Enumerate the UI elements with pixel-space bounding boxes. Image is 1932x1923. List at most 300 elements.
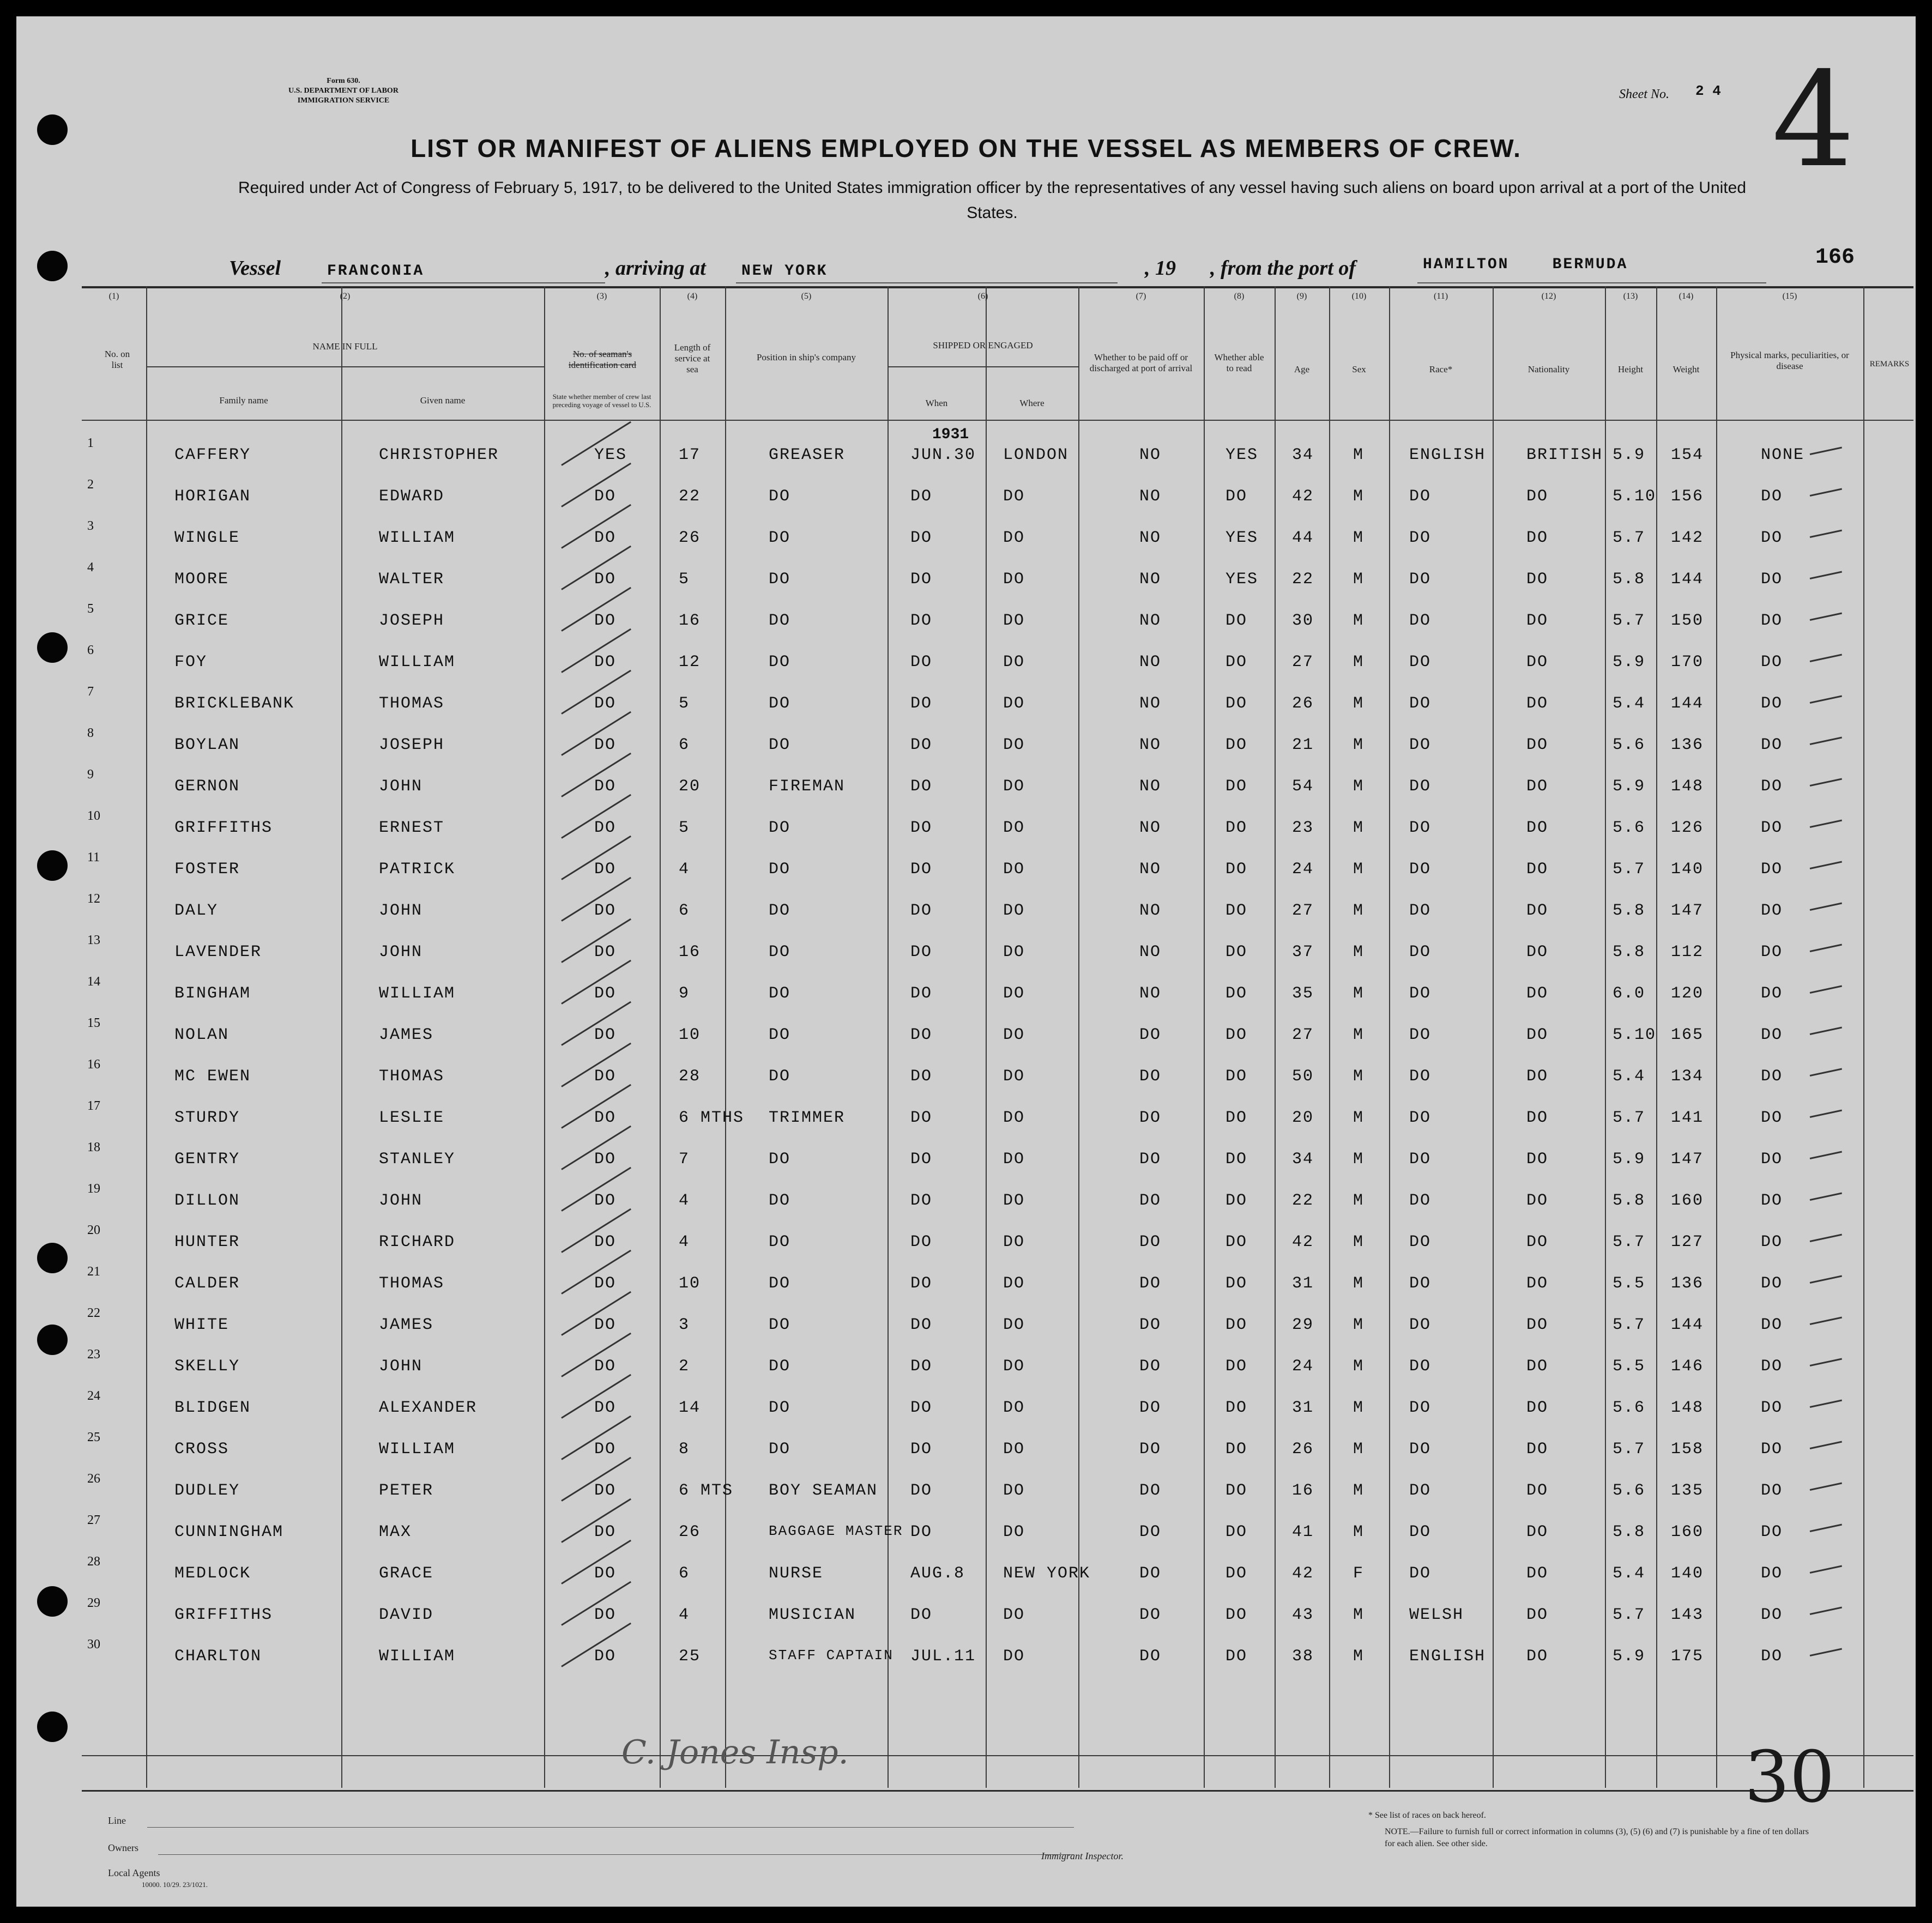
previous-voyage: DO (594, 1109, 617, 1127)
shipped-where: LONDON (1003, 446, 1069, 464)
dash-mark (1810, 696, 1842, 704)
weight: 175 (1671, 1647, 1704, 1666)
age: 30 (1292, 612, 1314, 630)
family-name: BOYLAN (174, 736, 240, 754)
table-row (16, 1637, 1916, 1678)
row-number: 19 (87, 1182, 100, 1196)
paid-off: NO (1139, 570, 1162, 589)
previous-voyage: DO (594, 1357, 617, 1376)
weight: 146 (1671, 1357, 1704, 1376)
weight: 148 (1671, 777, 1704, 796)
weight: 144 (1671, 694, 1704, 713)
nationality: DO (1526, 860, 1549, 879)
shipped-where: DO (1003, 1481, 1025, 1500)
paid-off: NO (1139, 860, 1162, 879)
table-row (16, 1596, 1916, 1636)
service-length: 5 (679, 694, 690, 713)
col11-num: (11) (1433, 292, 1448, 301)
sex: M (1353, 1067, 1365, 1086)
race: DO (1409, 653, 1432, 672)
shipped-when: DO (910, 570, 933, 589)
col14-label: Weight (1673, 364, 1700, 374)
paid-off: DO (1139, 1274, 1162, 1293)
shipped-when: DO (910, 819, 933, 837)
paid-off: NO (1139, 446, 1162, 464)
paid-off: DO (1139, 1316, 1162, 1334)
previous-voyage: DO (594, 777, 617, 796)
physical-marks: DO (1761, 943, 1783, 961)
given-name: JOSEPH (379, 736, 445, 754)
weight: 144 (1671, 1316, 1704, 1334)
race: DO (1409, 943, 1432, 961)
able-to-read: DO (1225, 1026, 1248, 1044)
height: 5.8 (1613, 1192, 1646, 1210)
shipped-when: DO (910, 736, 933, 754)
previous-voyage: DO (594, 1440, 617, 1459)
footer-local-agents: Local Agents (108, 1867, 160, 1878)
dash-mark (1810, 944, 1842, 952)
family-name: FOSTER (174, 860, 240, 879)
given-name: WILLIAM (379, 984, 456, 1003)
able-to-read: DO (1225, 612, 1248, 630)
family-name: NOLAN (174, 1026, 230, 1044)
service-length: 5 (679, 819, 690, 837)
weight: 150 (1671, 612, 1704, 630)
col15-num: (15) (1782, 292, 1797, 301)
from-label: , from the port of (1210, 257, 1356, 280)
race: WELSH (1409, 1606, 1464, 1624)
sex: M (1353, 984, 1365, 1003)
weight: 148 (1671, 1399, 1704, 1417)
previous-voyage: DO (594, 1150, 617, 1169)
shipped-where: DO (1003, 1357, 1025, 1376)
sex: M (1353, 1399, 1365, 1417)
physical-marks: DO (1761, 1606, 1783, 1624)
inspector-signature: C. Jones Insp. (621, 1733, 849, 1771)
able-to-read: DO (1225, 1564, 1248, 1583)
family-name: DILLON (174, 1192, 240, 1210)
given-name: WILLIAM (379, 529, 456, 547)
row-number: 9 (87, 767, 94, 782)
previous-voyage: DO (594, 1316, 617, 1334)
position: FIREMAN (769, 777, 846, 796)
previous-voyage: DO (594, 570, 617, 589)
paid-off: DO (1139, 1523, 1162, 1541)
previous-voyage: DO (594, 1647, 617, 1666)
paid-off: DO (1139, 1606, 1162, 1624)
able-to-read: DO (1225, 1647, 1248, 1666)
age: 26 (1292, 694, 1314, 713)
race: DO (1409, 1357, 1432, 1376)
shipped-where: DO (1003, 1233, 1025, 1251)
service-length: 10 (679, 1026, 701, 1044)
nationality: DO (1526, 777, 1549, 796)
height: 5.7 (1613, 529, 1646, 547)
stamp-number: 166 (1815, 245, 1855, 270)
weight: 141 (1671, 1109, 1704, 1127)
shipped-when: DO (910, 1481, 933, 1500)
sex: M (1353, 1316, 1365, 1334)
physical-marks: DO (1761, 1440, 1783, 1459)
family-name: LAVENDER (174, 943, 262, 961)
dash-mark (1810, 1027, 1842, 1035)
family-name: BRICKLEBANK (174, 694, 295, 713)
service-length: 14 (679, 1399, 701, 1417)
paid-off: DO (1139, 1481, 1162, 1500)
family-name: CROSS (174, 1440, 230, 1459)
position: DO (769, 1233, 791, 1251)
shipped-when: DO (910, 694, 933, 713)
given-name: WALTER (379, 570, 445, 589)
able-to-read: DO (1225, 860, 1248, 879)
nationality: DO (1526, 736, 1549, 754)
nationality: DO (1526, 1192, 1549, 1210)
position: DO (769, 943, 791, 961)
col9-label: Age (1294, 364, 1310, 374)
handwritten-sheet-mark: 4 (1772, 44, 1855, 196)
family-name: GRIFFITHS (174, 1606, 273, 1624)
service-length: 16 (679, 943, 701, 961)
nationality: DO (1526, 1026, 1549, 1044)
physical-marks: DO (1761, 529, 1783, 547)
previous-voyage: DO (594, 612, 617, 630)
row-number: 27 (87, 1513, 100, 1527)
nationality: DO (1526, 1564, 1549, 1583)
physical-marks: DO (1761, 1481, 1783, 1500)
sex: M (1353, 1026, 1365, 1044)
able-to-read: DO (1225, 1357, 1248, 1376)
dash-mark (1810, 778, 1842, 787)
position: STAFF CAPTAIN (769, 1647, 893, 1664)
where-header: Where (1019, 398, 1045, 408)
row-number: 15 (87, 1016, 100, 1030)
sex: M (1353, 1606, 1365, 1624)
height: 5.8 (1613, 943, 1646, 961)
position: BOY SEAMAN (769, 1481, 878, 1500)
table-row (16, 1265, 1916, 1305)
height: 5.4 (1613, 1564, 1646, 1583)
physical-marks: DO (1761, 777, 1783, 796)
table-row (16, 1099, 1916, 1139)
age: 24 (1292, 1357, 1314, 1376)
shipped-where: DO (1003, 777, 1025, 796)
nationality: DO (1526, 1274, 1549, 1293)
row-number: 14 (87, 975, 100, 989)
family-name: GRIFFITHS (174, 819, 273, 837)
height: 5.10 (1613, 487, 1657, 506)
shipped-when: DO (910, 1440, 933, 1459)
sex: F (1353, 1564, 1365, 1583)
able-to-read: DO (1225, 777, 1248, 796)
position: MUSICIAN (769, 1606, 856, 1624)
shipped-where: DO (1003, 1274, 1025, 1293)
position: DO (769, 1067, 791, 1086)
race: DO (1409, 570, 1432, 589)
height: 5.9 (1613, 1647, 1646, 1666)
previous-voyage: YES (594, 446, 627, 464)
shipped-where: DO (1003, 653, 1025, 672)
page-title: LIST OR MANIFEST OF ALIENS EMPLOYED ON THE VESSEL AS MEMBERS OF CREW. (410, 134, 1522, 162)
able-to-read: DO (1225, 1192, 1248, 1210)
family-name: GENTRY (174, 1150, 240, 1169)
weight: 112 (1671, 943, 1704, 961)
height: 5.5 (1613, 1274, 1646, 1293)
given-name: STANLEY (379, 1150, 456, 1169)
weight: 165 (1671, 1026, 1704, 1044)
race: DO (1409, 736, 1432, 754)
row-number: 17 (87, 1099, 100, 1113)
nationality: DO (1526, 1150, 1549, 1169)
given-name: WILLIAM (379, 653, 456, 672)
service-length: 6 (679, 736, 690, 754)
physical-marks: NONE (1761, 446, 1805, 464)
age: 34 (1292, 446, 1314, 464)
given-name: DAVID (379, 1606, 434, 1624)
family-name: GERNON (174, 777, 240, 796)
table-row (16, 1016, 1916, 1056)
age: 20 (1292, 1109, 1314, 1127)
age: 50 (1292, 1067, 1314, 1086)
height: 5.7 (1613, 1440, 1646, 1459)
paid-off: NO (1139, 819, 1162, 837)
table-row (16, 685, 1916, 725)
col3-num: (3) (596, 292, 607, 301)
family-name: GRICE (174, 612, 230, 630)
paid-off: NO (1139, 487, 1162, 506)
table-row (16, 850, 1916, 891)
service-length: 10 (679, 1274, 701, 1293)
sex: M (1353, 1647, 1365, 1666)
age: 31 (1292, 1399, 1314, 1417)
service-length: 5 (679, 570, 690, 589)
sex: M (1353, 819, 1365, 837)
weight: 147 (1671, 1150, 1704, 1169)
dash-mark (1810, 488, 1842, 497)
position: DO (769, 1399, 791, 1417)
shipped-where: DO (1003, 860, 1025, 879)
service-length: 28 (679, 1067, 701, 1086)
nationality: DO (1526, 943, 1549, 961)
nationality: DO (1526, 819, 1549, 837)
from-port: HAMILTON BERMUDA (1423, 256, 1628, 273)
given-name: JOHN (379, 902, 423, 920)
row-number: 30 (87, 1637, 100, 1652)
paid-off: DO (1139, 1357, 1162, 1376)
able-to-read: DO (1225, 1440, 1248, 1459)
col3-sub: State whether member of crew last preceding voyage of vessel to U.S. (552, 392, 651, 409)
sex: M (1353, 860, 1365, 879)
position: DO (769, 1316, 791, 1334)
paid-off: NO (1139, 777, 1162, 796)
weight: 126 (1671, 819, 1704, 837)
nationality: DO (1526, 1316, 1549, 1334)
race: DO (1409, 612, 1432, 630)
sex: M (1353, 902, 1365, 920)
row-number: 16 (87, 1057, 100, 1072)
age: 16 (1292, 1481, 1314, 1500)
shipped-where: DO (1003, 1399, 1025, 1417)
family-name: HUNTER (174, 1233, 240, 1251)
shipped-when: DO (910, 1233, 933, 1251)
sheet-number: 2 4 (1695, 83, 1721, 99)
family-name: CALDER (174, 1274, 240, 1293)
sex: M (1353, 1523, 1365, 1541)
arriving-label: , arriving at (605, 257, 706, 280)
service-length: 4 (679, 1233, 690, 1251)
table-row (16, 726, 1916, 766)
nationality: DO (1526, 570, 1549, 589)
position: DO (769, 736, 791, 754)
row-number: 8 (87, 726, 94, 740)
able-to-read: DO (1225, 1316, 1248, 1334)
service-length: 4 (679, 1192, 690, 1210)
sex: M (1353, 612, 1365, 630)
col3-label: No. of seaman's identification card (568, 349, 637, 370)
height: 5.7 (1613, 1109, 1646, 1127)
sex: M (1353, 1109, 1365, 1127)
physical-marks: DO (1761, 487, 1783, 506)
dash-mark (1810, 1110, 1842, 1118)
previous-voyage: DO (594, 1564, 617, 1583)
weight: 160 (1671, 1523, 1704, 1541)
shipped-when: DO (910, 1357, 933, 1376)
previous-voyage: DO (594, 902, 617, 920)
family-name: WINGLE (174, 529, 240, 547)
physical-marks: DO (1761, 1233, 1783, 1251)
previous-voyage: DO (594, 1523, 617, 1541)
given-name: RICHARD (379, 1233, 456, 1251)
dash-mark (1810, 1317, 1842, 1325)
family-name: BLIDGEN (174, 1399, 251, 1417)
position: DO (769, 529, 791, 547)
position: DO (769, 487, 791, 506)
previous-voyage: DO (594, 943, 617, 961)
able-to-read: DO (1225, 943, 1248, 961)
able-to-read: DO (1225, 1523, 1248, 1541)
row-number: 1 (87, 436, 94, 450)
table-row (16, 1347, 1916, 1388)
family-name: HORIGAN (174, 487, 251, 506)
row-number: 26 (87, 1472, 100, 1486)
shipped-when: DO (910, 1523, 933, 1541)
physical-marks: DO (1761, 653, 1783, 672)
table-row (16, 436, 1916, 476)
shipped-where: NEW YORK (1003, 1564, 1091, 1583)
nationality: DO (1526, 1233, 1549, 1251)
table-row (16, 809, 1916, 849)
table-row (16, 1057, 1916, 1098)
paid-off: DO (1139, 1026, 1162, 1044)
able-to-read: YES (1225, 529, 1259, 547)
race: DO (1409, 1109, 1432, 1127)
dash-mark (1810, 530, 1842, 538)
shipped-where: DO (1003, 1440, 1025, 1459)
age: 27 (1292, 902, 1314, 920)
col12-num: (12) (1541, 292, 1556, 301)
col8-label: Whether able to read (1214, 352, 1264, 373)
race: DO (1409, 1192, 1432, 1210)
table-row (16, 602, 1916, 642)
previous-voyage: DO (594, 1192, 617, 1210)
previous-voyage: DO (594, 1606, 617, 1624)
form-department: U.S. DEPARTMENT OF LABOR (288, 87, 399, 95)
shipped-where: DO (1003, 1150, 1025, 1169)
service-length: 8 (679, 1440, 690, 1459)
able-to-read: DO (1225, 736, 1248, 754)
able-to-read: DO (1225, 1109, 1248, 1127)
paid-off: NO (1139, 529, 1162, 547)
paid-off: DO (1139, 1564, 1162, 1583)
weight: 140 (1671, 860, 1704, 879)
given-name: EDWARD (379, 487, 445, 506)
fine-note: NOTE.—Failure to furnish full or correct information in columns (3), (5) (6) and (7) is punishable by a fine of ten dollars for each alien. See other side. (1385, 1827, 1809, 1848)
age: 35 (1292, 984, 1314, 1003)
previous-voyage: DO (594, 819, 617, 837)
sex: M (1353, 1233, 1365, 1251)
col13-num: (13) (1623, 292, 1638, 301)
dash-mark (1810, 1193, 1842, 1201)
able-to-read: DO (1225, 1481, 1248, 1500)
dash-mark (1810, 737, 1842, 745)
row-number: 10 (87, 809, 100, 823)
age: 26 (1292, 1440, 1314, 1459)
height: 5.9 (1613, 653, 1646, 672)
col7-num: (7) (1136, 292, 1146, 301)
table-row (16, 560, 1916, 601)
able-to-read: DO (1225, 984, 1248, 1003)
paid-off: DO (1139, 1192, 1162, 1210)
shipped-when: DO (910, 1150, 933, 1169)
age: 54 (1292, 777, 1314, 796)
service-length: 4 (679, 860, 690, 879)
sex: M (1353, 1274, 1365, 1293)
shipped-where: DO (1003, 819, 1025, 837)
height: 5.7 (1613, 1233, 1646, 1251)
shipped-when: DO (910, 1192, 933, 1210)
paid-off: NO (1139, 612, 1162, 630)
age: 23 (1292, 819, 1314, 837)
given-name: LESLIE (379, 1109, 445, 1127)
table-row (16, 643, 1916, 684)
col4-label: Length of service at sea (674, 342, 711, 374)
height: 5.9 (1613, 446, 1646, 464)
physical-marks: DO (1761, 612, 1783, 630)
weight: 144 (1671, 570, 1704, 589)
manifest-sheet (16, 16, 1916, 1907)
paid-off: NO (1139, 984, 1162, 1003)
service-length: 6 (679, 1564, 690, 1583)
service-length: 26 (679, 1523, 701, 1541)
position: DO (769, 819, 791, 837)
given-name: JAMES (379, 1316, 434, 1334)
row-number: 12 (87, 892, 100, 906)
physical-marks: DO (1761, 1192, 1783, 1210)
position: DO (769, 612, 791, 630)
service-length: 16 (679, 612, 701, 630)
weight: 156 (1671, 487, 1704, 506)
age: 43 (1292, 1606, 1314, 1624)
physical-marks: DO (1761, 1067, 1783, 1086)
age: 24 (1292, 860, 1314, 879)
dash-mark (1810, 1068, 1842, 1077)
nationality: DO (1526, 984, 1549, 1003)
service-length: 17 (679, 446, 701, 464)
col5-num: (5) (801, 292, 812, 301)
age: 27 (1292, 653, 1314, 672)
shipped-where: DO (1003, 1523, 1025, 1541)
nationality: DO (1526, 1109, 1549, 1127)
table-row (16, 519, 1916, 559)
